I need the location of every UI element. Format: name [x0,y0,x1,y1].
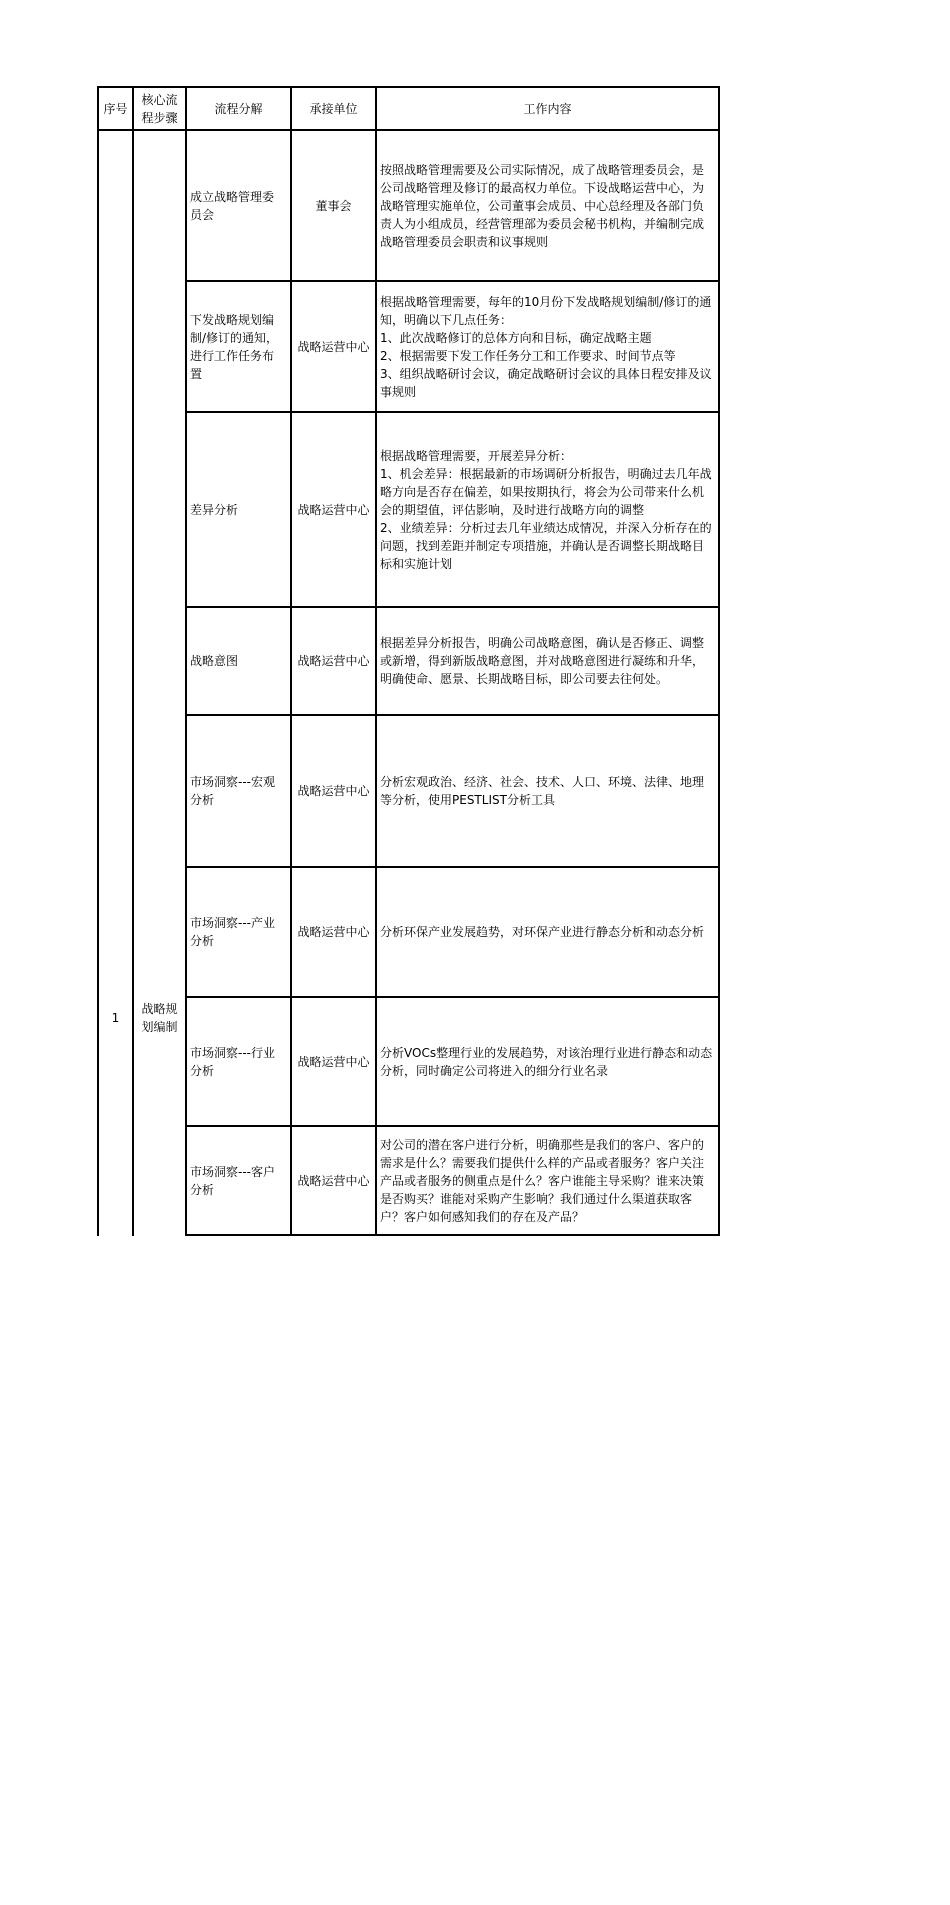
row-unit: 战略运营中心 [297,502,370,517]
header-breakdown: 流程分解 [214,101,263,116]
row-content: 按照战略管理需要及公司实际情况，成了战略管理委员会，是公司战略管理及修订的最高权力单位。下设战略运营中心，为战略管理实施单位，公司董事会成员、中心总经理及各部门负责人为小组成员，经营管理部为委员会秘书机构，并编制完成战略管理委员会职责和议事规则 [380,162,705,249]
row-unit: 董事会 [315,198,352,213]
row-unit: 战略运营中心 [297,784,370,798]
row-unit: 战略运营中心 [297,654,370,668]
row-content: 根据战略管理需要，每年的10月份下发战略规划编制/修订的通知，明确以下几点任务： 1、此次战略修订的总体方向和目标，确定战略主题 2、根据需要下发工作任务分工和工作要求、时间节点等 3、组织战略研讨会议，确定战略研讨会议的具体日程安排及议事规则 [380,294,712,399]
row-content: 分析VOCs整理行业的发展趋势，对该治理行业进行静态和动态分析，同时确定公司将进入的细分行业名录 [380,1045,713,1078]
table-bottom-border [185,1234,720,1236]
row-breakdown: 下发战略规划编制/修订的通知，进行工作任务布置 [190,312,279,381]
header-content: 工作内容 [523,101,572,116]
row-breakdown: 成立战略管理委员会 [190,189,275,222]
row-breakdown: 市场洞察---宏观分析 [190,775,275,807]
row-content: 分析环保产业发展趋势，对环保产业进行静态分析和动态分析 [380,925,705,939]
row-breakdown: 战略意图 [190,654,239,668]
row-content: 分析宏观政治、经济、社会、技术、人口、环境、法律、地理等分析，使用PESTLIST分析工具 [380,775,705,807]
row-unit: 战略运营中心 [297,1173,370,1188]
header-index: 序号 [103,101,128,116]
row-content: 根据战略管理需要，开展差异分析： 1、机会差异：根据最新的市场调研分析报告，明确过去几年战略方向是否存在偏差，如果按期执行，将会为公司带来什么机会的期望值，评估影响，及时进行战略方向的调整 2、业绩差异：分析过去几年业绩达成情况，并深入分析存在的问题，找到差距并制定专项措施，并确认是否调整长期战略目标和实施计划 [380,448,712,571]
row-unit: 战略运营中心 [297,339,370,354]
row-breakdown: 差异分析 [190,502,239,517]
header-unit: 承接单位 [309,101,358,116]
row-breakdown: 市场洞察---客户分析 [190,1164,275,1197]
group-index: 1 [111,1011,120,1025]
row-breakdown: 市场洞察---产业分析 [190,916,275,948]
row-content: 对公司的潜在客户进行分析，明确那些是我们的客户、客户的需求是什么？需要我们提供什么样的产品或者服务？客户关注产品或者服务的侧重点是什么？客户谁能主导采购？谁来决策是否购买？谁能对采购产生影响？我们通过什么渠道获取客户？客户如何感知我们的存在及产品？ [380,1137,705,1224]
header-core-step: 核心流程步骤 [141,92,178,125]
row-unit: 战略运营中心 [297,1054,370,1069]
row-breakdown: 市场洞察---行业分析 [190,1045,275,1078]
process-table [97,86,720,1236]
group-core-step: 战略规划编制 [141,1002,178,1034]
row-unit: 战略运营中心 [297,925,370,939]
row-content: 根据差异分析报告，明确公司战略意图，确认是否修正、调整或新增，得到新版战略意图，并对战略意图进行凝练和升华，明确使命、愿景、长期战略目标，即公司要去往何处。 [380,636,705,686]
table-right-border [718,86,720,1236]
